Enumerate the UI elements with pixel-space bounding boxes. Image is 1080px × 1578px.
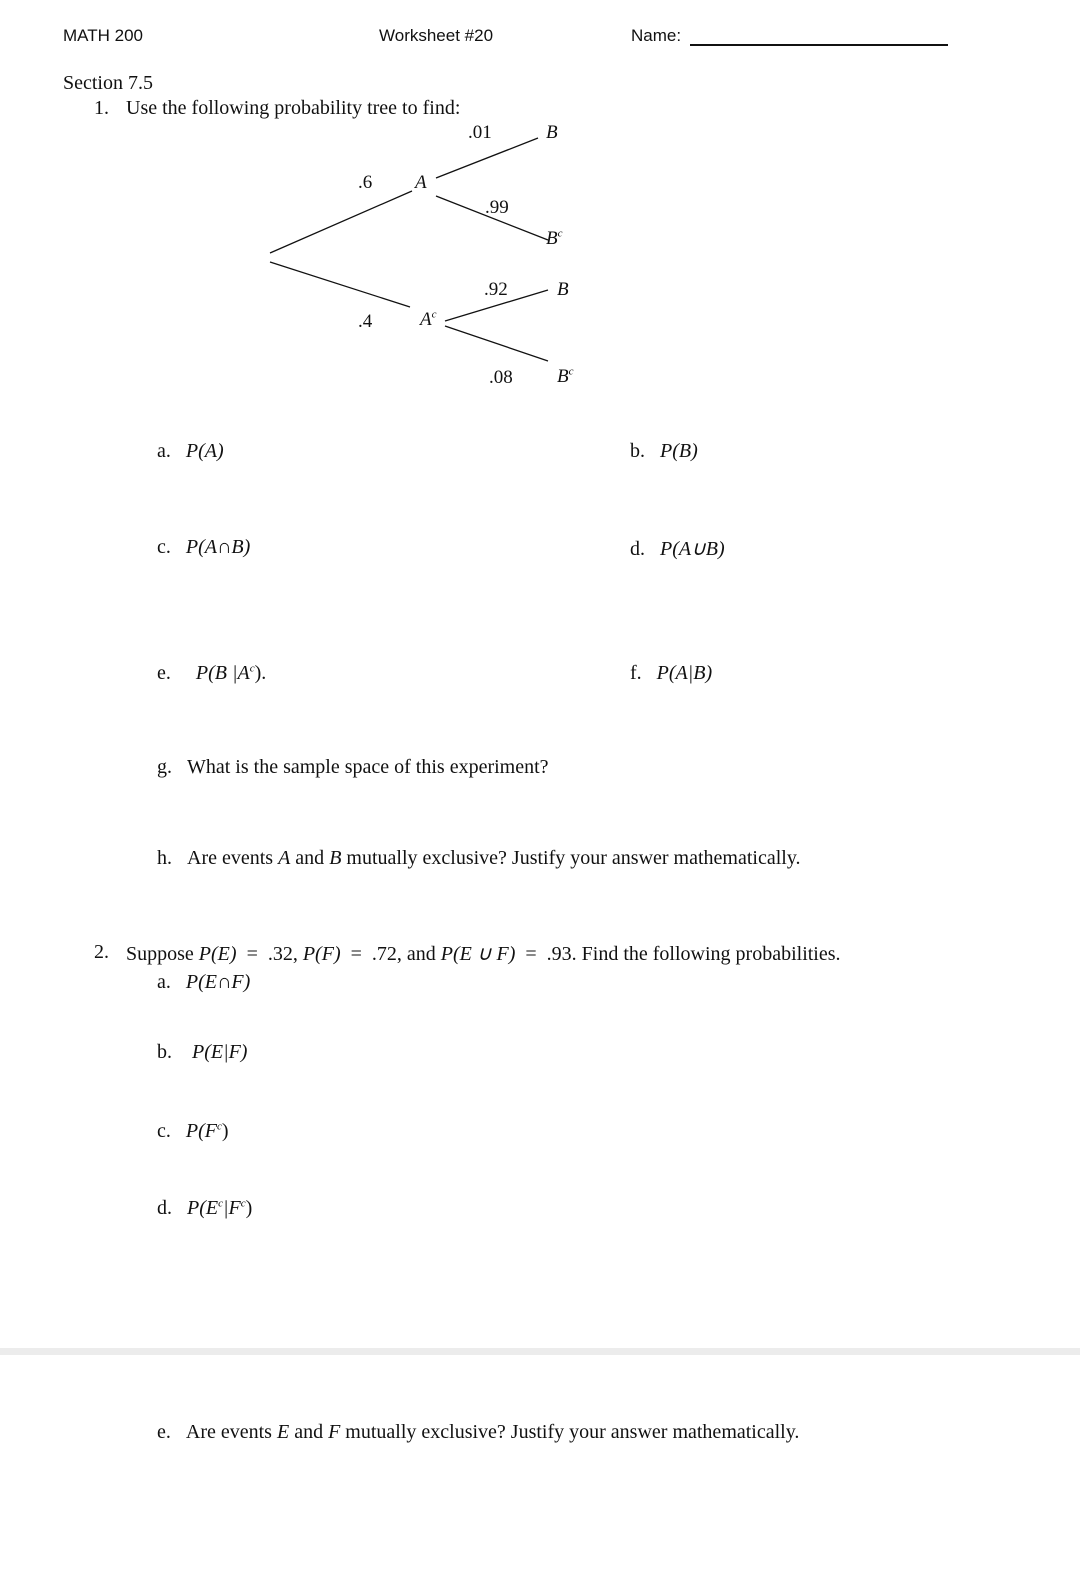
q1-part-e: e. P(B $|A^c$). — [157, 662, 267, 684]
prob-Bc-given-Ac: .08 — [489, 367, 513, 388]
node-Bc-upper: $B^c$ — [546, 227, 563, 249]
q2-part-a: a. P(E∩F) — [157, 971, 251, 993]
q1-part-c: c. P(A∩B) — [157, 536, 251, 558]
page-break — [0, 1348, 1080, 1355]
q2-number: 2. — [94, 941, 109, 963]
name-label: Name: — [631, 26, 682, 45]
q1-part-b: b. P(B) — [630, 440, 698, 462]
q2-part-d: d. $P(E^c|F^c)$ — [157, 1197, 253, 1219]
node-Bc-lower: $B^c$ — [557, 365, 574, 387]
prob-B-given-Ac: .92 — [484, 279, 508, 300]
q1-part-h: h. Are events A and B mutually exclusive? Justify your answer mathematically. — [157, 847, 801, 869]
q1-part-d: d. P(A∪B) — [630, 538, 725, 560]
branch-root-Ac — [270, 262, 410, 307]
section-title: Section 7.5 — [63, 72, 153, 94]
branch-Ac-Bc — [445, 326, 548, 361]
q1-part-g: g. What is the sample space of this experiment? — [157, 756, 549, 778]
q1-part-a: a. P(A) — [157, 440, 224, 462]
prob-B-given-A: .01 — [468, 122, 492, 143]
q1-prompt: Use the following probability tree to find: — [126, 97, 461, 119]
q2-part-b: b. P(E|F) — [157, 1041, 248, 1063]
branch-A-B — [436, 138, 538, 178]
q1-number: 1. — [94, 97, 109, 119]
q2-part-e: e. Are events E and F mutually exclusive? Justify your answer mathematically. — [157, 1421, 800, 1443]
node-Ac: $A^c$ — [420, 308, 437, 330]
worksheet-title: Worksheet #20 — [379, 26, 494, 45]
node-A: A — [415, 172, 427, 193]
probability-tree — [0, 0, 1080, 420]
course-label: MATH 200 — [63, 26, 143, 45]
q1-part-f: f. P(A|B) — [630, 662, 713, 684]
branch-root-A — [270, 191, 412, 253]
prob-Bc-given-A: .99 — [485, 197, 509, 218]
prob-Ac: .4 — [358, 311, 373, 332]
prob-A: .6 — [358, 172, 373, 193]
node-B-upper: B — [546, 122, 558, 143]
node-B-lower: B — [557, 279, 569, 300]
q2-prompt: Suppose P(E) = .32, P(F) = .72, and P(E ∪ F) = .93. Find the following probabilities. — [126, 943, 841, 965]
q2-part-c: c. $P(F^c)$ — [157, 1120, 229, 1142]
